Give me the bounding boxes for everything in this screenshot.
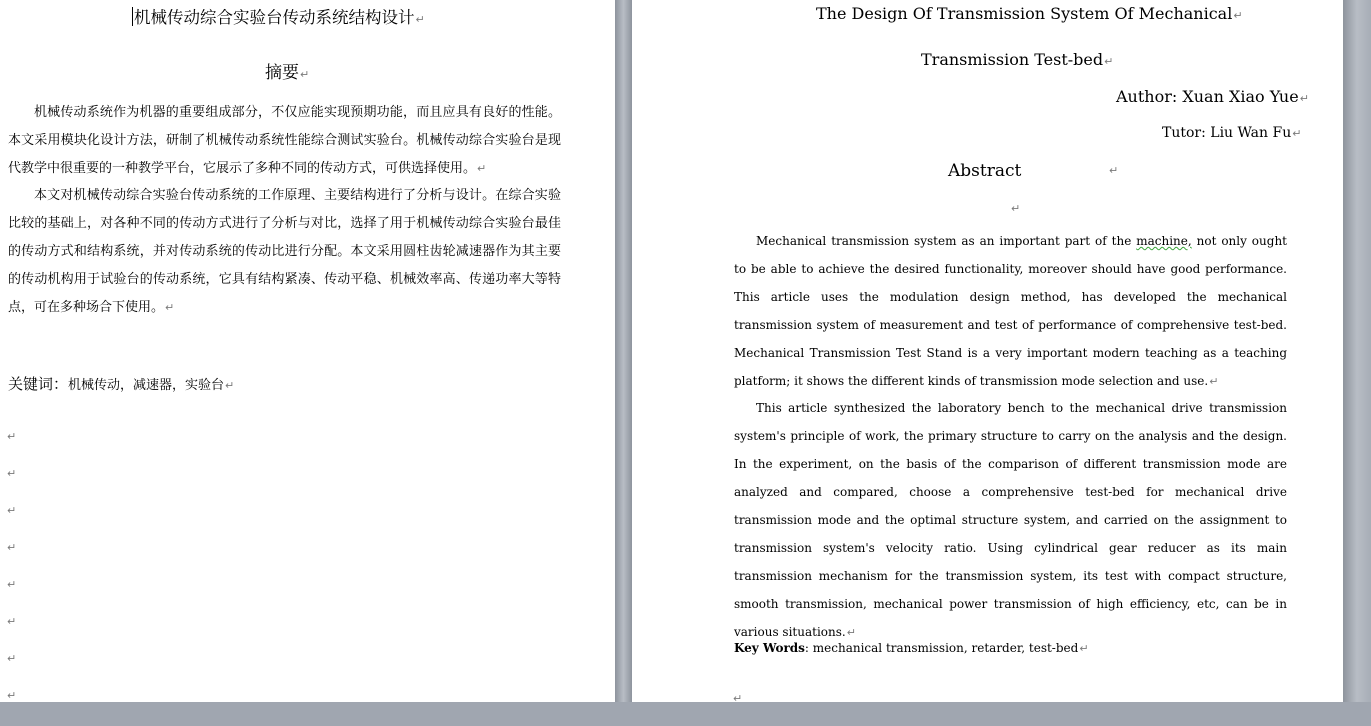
keywords-value: : mechanical transmission, retarder, test-bed	[804, 641, 1079, 655]
paragraph-mark: ↵	[7, 578, 17, 591]
page-gutter	[615, 0, 632, 702]
paragraph-mark: ↵	[1299, 92, 1309, 105]
paragraph-mark: ↵	[1233, 9, 1243, 22]
english-abstract-heading[interactable]: Abstract	[948, 161, 1022, 181]
paragraph-mark: ↵	[7, 541, 17, 554]
paragraph-mark: ↵	[1104, 55, 1114, 68]
paragraph-mark: ↵	[1011, 202, 1021, 215]
paragraph-mark: ↵	[733, 692, 743, 705]
english-paragraph-2[interactable]: This article synthesized the laboratory bench to the mechanical drive transmission system's principle of work, the primary structure to carry on the analysis and the design. In the experiment, on the basis of the comparison of different transmission mode are analyzed and compared, choose a comprehensive test-bed for mechanical drive transmission mode and the optimal structure system, and carried on the assignment to transmission system's velocity ratio. Using cylindrical gear reducer as its main transmission mechanism for the transmission system, its test with compact structure, smooth transmission, mechanical power transmission of high efficiency, etc, can be in various situations.↵	[734, 401, 1287, 639]
paragraph-mark: ↵	[1109, 164, 1119, 177]
paragraph-mark: ↵	[165, 300, 175, 314]
paragraph-mark: ↵	[7, 504, 17, 517]
text-cursor	[132, 7, 133, 26]
chinese-paragraph-2[interactable]: 本文对机械传动综合实验台传动系统的工作原理、主要结构进行了分析与设计。在综合实验比较的基础上，对各种不同的传动方式进行了分析与对比，选择了用于机械传动综合实验台最佳的传动方式和结构系统，并对传动系统的传动比进行分配。本文采用圆柱齿轮减速器作为其主要的传动机构用于试验台的传动系统，它具有结构紧凑、传动平稳、机械效率高、传递功率大等特点，可在多种场合下使用。↵	[8, 188, 561, 315]
spellcheck-underline-word[interactable]: machine,	[1136, 234, 1192, 248]
chinese-paragraph-1[interactable]: 机械传动系统作为机器的重要组成部分，不仅应能实现预期功能，而且应具有良好的性能。本文采用模块化设计方法，研制了机械传动系统性能综合测试实验台。机械传动综合实验台是现代教学中很重要的一种教学平台，它展示了多种不同的传动方式，可供选择使用。↵	[8, 105, 561, 176]
paragraph-mark: ↵	[7, 430, 17, 443]
paragraph-mark: ↵	[846, 625, 856, 639]
paragraph-mark: ↵	[300, 68, 310, 81]
chinese-abstract-body[interactable]	[8, 99, 561, 321]
paragraph-mark: ↵	[1079, 642, 1089, 655]
paragraph-mark: ↵	[7, 689, 17, 702]
chinese-abstract-heading[interactable]: 摘要↵	[265, 63, 310, 83]
paragraph-mark: ↵	[225, 379, 235, 392]
keywords-label: 关键词：	[8, 375, 69, 393]
paragraph-mark: ↵	[1209, 374, 1219, 388]
paragraph-mark: ↵	[1292, 127, 1302, 140]
empty-paragraph-marks	[7, 430, 16, 726]
paragraph-mark: ↵	[477, 161, 487, 175]
paragraph-mark: ↵	[7, 615, 17, 628]
english-title-line2[interactable]: Transmission Test-bed↵	[921, 50, 1114, 69]
keywords-label: Key Words	[734, 641, 805, 655]
paragraph-mark: ↵	[7, 652, 17, 665]
english-paragraph-1[interactable]: Mechanical transmission system as an important part of the machine, not only ought to be able to achieve the desired functionality, moreover should have good performance. This article uses the modulation design method, has developed the mechanical transmission system of measurement and test of performance of comprehensive test-bed. Mechanical Transmission Test Stand is a very important modern teaching as a teaching platform; it shows the different kinds of transmission mode selection and use.↵	[734, 234, 1287, 388]
english-keywords[interactable]	[734, 641, 1089, 655]
tutor-line[interactable]: Tutor: Liu Wan Fu↵	[1162, 125, 1302, 141]
chinese-keywords[interactable]	[8, 373, 234, 394]
author-line[interactable]: Author: Xuan Xiao Yue↵	[1116, 87, 1309, 106]
keywords-value: 机械传动，减速器，实验台	[68, 378, 225, 393]
english-title-line1[interactable]: The Design Of Transmission System Of Mechanical↵	[816, 4, 1243, 23]
page-gutter-right	[1343, 0, 1371, 702]
chinese-title[interactable]: 机械传动综合实验台传动系统结构设计↵	[134, 8, 425, 27]
paragraph-mark: ↵	[7, 467, 17, 480]
paragraph-mark: ↵	[415, 13, 425, 26]
english-abstract-body[interactable]	[734, 228, 1287, 647]
